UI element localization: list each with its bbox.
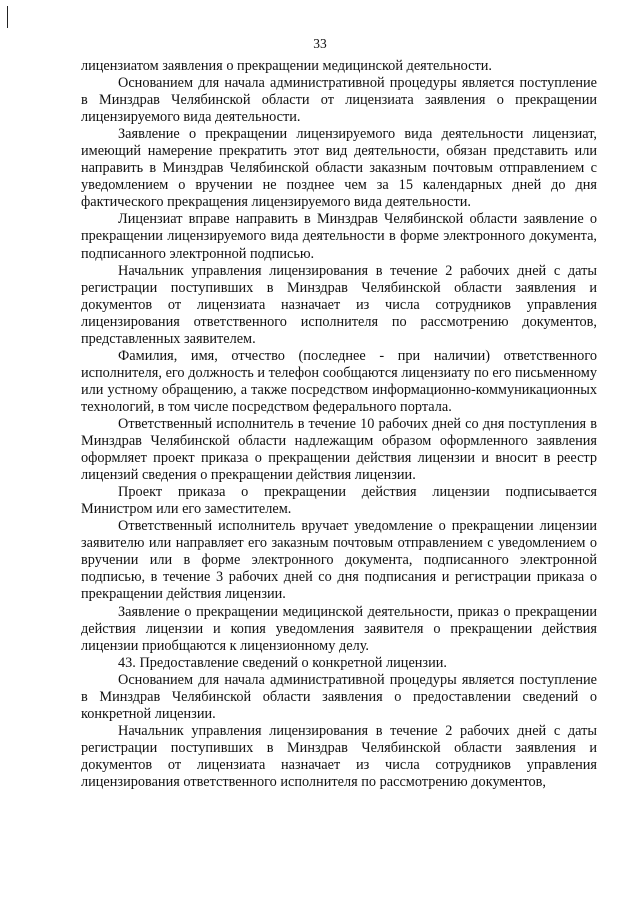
paragraph: Ответственный исполнитель вручает уведомление о прекращении лицензии заявителю или направляет его заказным почтовым отправлением с уведомлением о вручении или в форме электронного документа, подписанного электронной подписью, в течение 3 рабочих дней со дня подписания и регистрации приказа о прекращении действия лицензии. bbox=[81, 518, 597, 603]
paragraph: Основанием для начала административной процедуры является поступление в Минздрав Челябинской области от лицензиата заявления о прекращении лицензируемого вида деятельности. bbox=[81, 75, 597, 126]
margin-mark bbox=[7, 6, 8, 28]
paragraph: Заявление о прекращении лицензируемого вида деятельности лицензиат, имеющий намерение прекратить этот вид деятельности, обязан представить или направить в Минздрав Челябинской области заказным почтовым отправлением с уведомлением о вручении не позднее чем за 15 календарных дней до дня фактического прекращения лицензируемого вида деятельности. bbox=[81, 126, 597, 211]
paragraph: Заявление о прекращении медицинской деятельности, приказ о прекращении действия лицензии и копия уведомления заявителя о прекращении действия лицензии приобщаются к лицензионному делу. bbox=[81, 603, 597, 654]
section-heading: 43. Предоставление сведений о конкретной лицензии. bbox=[118, 654, 447, 671]
paragraph-continuation: лицензиатом заявления о прекращении медицинской деятельности. bbox=[81, 58, 492, 74]
page-number: 33 bbox=[313, 36, 327, 51]
paragraph: Лицензиат вправе направить в Минздрав Челябинской области заявление о прекращении лицензируемого вида деятельности в форме электронного документа, подписанного электронной подписью. bbox=[81, 211, 597, 262]
paragraph: Начальник управления лицензирования в течение 2 рабочих дней с даты регистрации поступивших в Минздрав Челябинской области заявления и документов от лицензиата назначает из числа сотрудников управления лицензирования ответственного исполнителя по рассмотрению документов, bbox=[81, 722, 597, 790]
paragraph: Фамилия, имя, отчество (последнее - при наличии) ответственного исполнителя, его должность и телефон сообщаются лицензиату по его письменному или устному обращению, а также посредством информационно-коммуникационных технологий, в том числе посредством федерального портала. bbox=[81, 347, 597, 415]
paragraph: Ответственный исполнитель в течение 10 рабочих дней со дня поступления в Минздрав Челябинской области надлежащим образом оформленного заявления оформляет проект приказа о прекращении действия лицензии и вносит в реестр лицензий сведения о прекращении действия лицензии. bbox=[81, 415, 597, 484]
paragraph: Проект приказа о прекращении действия лицензии подписывается Министром или его заместителем. bbox=[81, 484, 597, 518]
document-body bbox=[81, 58, 597, 791]
paragraph: Основанием для начала административной процедуры является поступление в Минздрав Челябинской области заявления о предоставлении сведений о конкретной лицензии. bbox=[81, 671, 597, 722]
paragraph: Начальник управления лицензирования в течение 2 рабочих дней с даты регистрации поступивших в Минздрав Челябинской области заявления и документов от лицензиата назначает из числа сотрудников управления лицензирования ответственного исполнителя по рассмотрению документов, представленных заявителем. bbox=[81, 262, 597, 347]
